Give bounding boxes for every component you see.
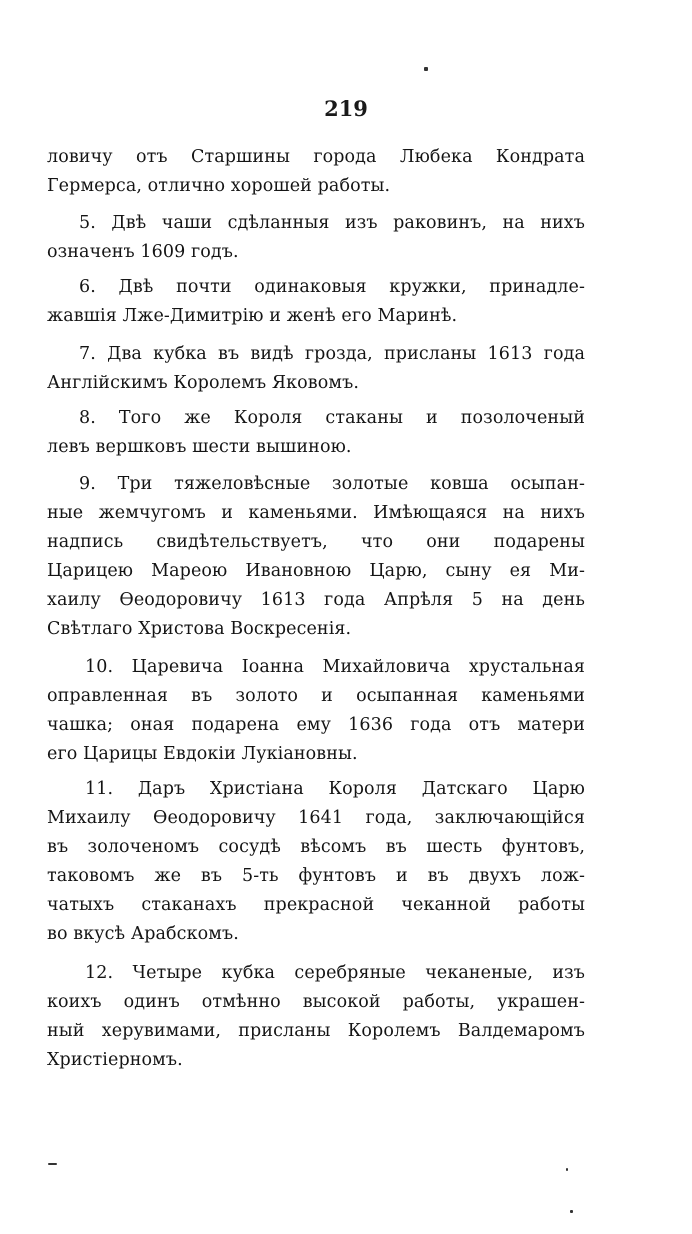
- ink-speck: [566, 1168, 568, 1171]
- ink-speck: [570, 1210, 573, 1213]
- paragraph: [47, 143, 585, 201]
- ink-speck: [48, 1163, 57, 1165]
- paragraph: [47, 653, 585, 769]
- text-line: 12. Четыре кубка серебряные чеканеные, изъ: [85, 963, 585, 983]
- text-line: во вкусѣ Арабскомъ.: [47, 924, 239, 944]
- text-line: надпись свидѣтельствуетъ, что они подарены: [47, 532, 585, 552]
- paragraph: [47, 959, 585, 1075]
- text-line: чашка; оная подарена ему 1636 года отъ матери: [47, 715, 585, 735]
- page-number: 219: [324, 96, 368, 121]
- text-line: 5. Двѣ чаши сдѣланныя изъ раковинъ, на нихъ: [79, 213, 585, 233]
- text-line: хаилу Ѳеодоровичу 1613 года Апрѣля 5 на день: [47, 590, 585, 610]
- text-line: ный херувимами, присланы Королемъ Валдемаромъ: [47, 1021, 585, 1041]
- text-line: Свѣтлаго Христова Воскресенія.: [47, 619, 352, 639]
- text-line: 9. Три тяжеловѣсные золотые ковша осыпан-: [79, 474, 585, 494]
- ink-speck: [424, 67, 428, 71]
- text-line: оправленная въ золото и осыпанная каменьями: [47, 686, 585, 706]
- text-line: ные жемчугомъ и каменьями. Имѣющаяся на нихъ: [47, 503, 585, 523]
- paragraph: [47, 404, 585, 462]
- text-line: 7. Два кубка въ видѣ грозда, присланы 1613 года: [79, 344, 585, 364]
- text-line: таковомъ же въ 5-ть фунтовъ и въ двухъ лож-: [47, 866, 585, 886]
- text-line: 8. Того же Короля стаканы и позолоченый: [79, 408, 585, 428]
- text-line: Христіерномъ.: [47, 1050, 183, 1070]
- paragraph: [47, 340, 585, 398]
- text-line: 6. Двѣ почти одинаковыя кружки, принадле-: [79, 277, 585, 297]
- paragraph: [47, 209, 585, 267]
- paragraph: [47, 273, 585, 331]
- text-line: жавшія Лже-Димитрію и женѣ его Маринѣ.: [47, 306, 458, 326]
- paragraph: [47, 470, 585, 644]
- text-line: 10. Царевича Іоанна Михайловича хрустальная: [85, 657, 585, 677]
- text-line: въ золоченомъ сосудѣ вѣсомъ въ шесть фунтовъ,: [47, 837, 585, 857]
- text-line: 11. Даръ Христіана Короля Датскаго Царю: [85, 779, 585, 799]
- paragraph: [47, 775, 585, 949]
- text-line: левъ вершковъ шести вышиною.: [47, 437, 352, 457]
- text-line: означенъ 1609 годъ.: [47, 242, 239, 262]
- text-line: чатыхъ стаканахъ прекрасной чеканной работы: [47, 895, 585, 915]
- text-line: Михаилу Ѳеодоровичу 1641 года, заключающійся: [47, 808, 585, 828]
- text-line: коихъ одинъ отмѣнно высокой работы, украшен-: [47, 992, 585, 1012]
- text-line: Царицею Мареою Ивановною Царю, сыну ея Ми-: [47, 561, 585, 581]
- text-line: Гермерса, отлично хорошей работы.: [47, 176, 391, 196]
- text-line: ловичу отъ Старшины города Любека Кондрата: [47, 147, 585, 167]
- text-line: Англійскимъ Королемъ Яковомъ.: [47, 373, 359, 393]
- text-line: его Царицы Евдокіи Лукіановны.: [47, 744, 358, 764]
